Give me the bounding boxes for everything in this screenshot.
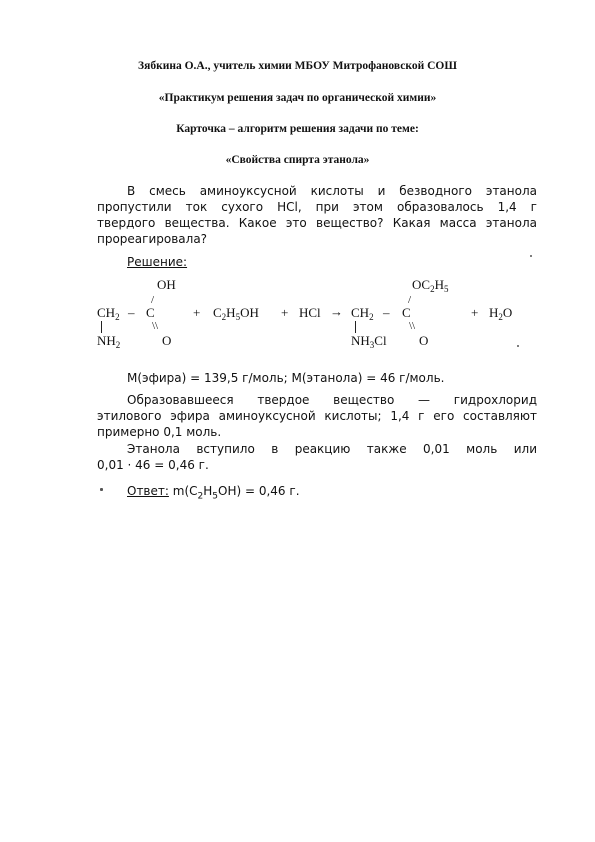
reactant-ch2: $CH_2$ bbox=[97, 305, 120, 322]
reactant-single-bond: / bbox=[151, 294, 155, 306]
reactant-dash: – bbox=[128, 305, 135, 320]
product-ch2: $CH_2$ bbox=[351, 305, 374, 322]
calculation-line-2: 0,01 · 46 = 0,46 г. bbox=[97, 458, 209, 472]
answer-value: $m(C_2H_5OH) = 0,46$ г. bbox=[168, 484, 300, 502]
product-double-bond: \\ bbox=[409, 320, 416, 332]
plus-sign-2: + bbox=[281, 305, 289, 320]
plus-sign-3: + bbox=[471, 305, 479, 320]
author-line: Зябкина О.А., учитель химии МБОУ Митрофановской СОШ bbox=[138, 60, 457, 72]
problem-line-4: прореагировала? bbox=[97, 232, 208, 246]
calculation-line-1: Этанола вступило в реакцию также 0,01 моль или bbox=[127, 442, 537, 456]
explanation-line-1: Образовавшееся твердое вещество — гидрохлорид bbox=[127, 393, 537, 407]
explanation-line-3: примерно 0,1 моль. bbox=[97, 425, 222, 439]
reactant-vertical-bond bbox=[101, 321, 102, 333]
problem-line-3: твердого вещества. Какое это вещество? Какая масса этанола bbox=[97, 216, 537, 230]
water-formula: $H_2O$ bbox=[489, 305, 513, 322]
reactant-nh2: $NH_2$ bbox=[97, 333, 121, 350]
product-dash: – bbox=[383, 305, 390, 320]
topic-title: «Свойства спирта этанола» bbox=[225, 154, 370, 166]
scan-speck bbox=[100, 488, 103, 491]
card-title: Карточка – алгоритм решения задачи по теме: bbox=[176, 123, 419, 135]
reactant-double-bond: \\ bbox=[152, 320, 159, 332]
product-single-bond: / bbox=[408, 294, 412, 306]
explanation-line-2: этилового эфира аминоуксусной кислоты; 1,4 г его составляют bbox=[97, 409, 537, 423]
product-nh3cl: $NH_3Cl$ bbox=[351, 333, 387, 350]
product-carbon: C bbox=[402, 305, 411, 320]
product-oc2h5: $OC_2H_5$ bbox=[412, 277, 449, 294]
reaction-arrow: → bbox=[330, 304, 343, 319]
reactant-carbon: C bbox=[146, 305, 155, 320]
scan-speck bbox=[517, 345, 519, 347]
product-oxygen: O bbox=[419, 333, 429, 348]
answer-line bbox=[127, 483, 300, 504]
practicum-title: «Практикум решения задач по органической химии» bbox=[158, 92, 437, 104]
reactant-oh: OH bbox=[157, 277, 176, 292]
product-vertical-bond bbox=[355, 321, 356, 333]
hcl-formula: HCl bbox=[299, 305, 321, 320]
reactant-oxygen: O bbox=[162, 333, 172, 348]
scan-speck bbox=[530, 255, 532, 257]
molar-masses: M(эфира) = 139,5 г/моль; M(этанола) = 46 г/моль. bbox=[127, 371, 445, 385]
problem-line-2: пропустили ток сухого HCl, при этом образовалось 1,4 г bbox=[97, 200, 537, 214]
problem-line-1: В смесь аминоуксусной кислоты и безводного этанола bbox=[127, 184, 537, 198]
answer-label: Ответ: bbox=[127, 484, 169, 498]
solution-label: Решение: bbox=[127, 255, 188, 269]
ethanol-formula: $C_2H_5OH$ bbox=[213, 305, 259, 322]
plus-sign-1: + bbox=[193, 305, 201, 320]
